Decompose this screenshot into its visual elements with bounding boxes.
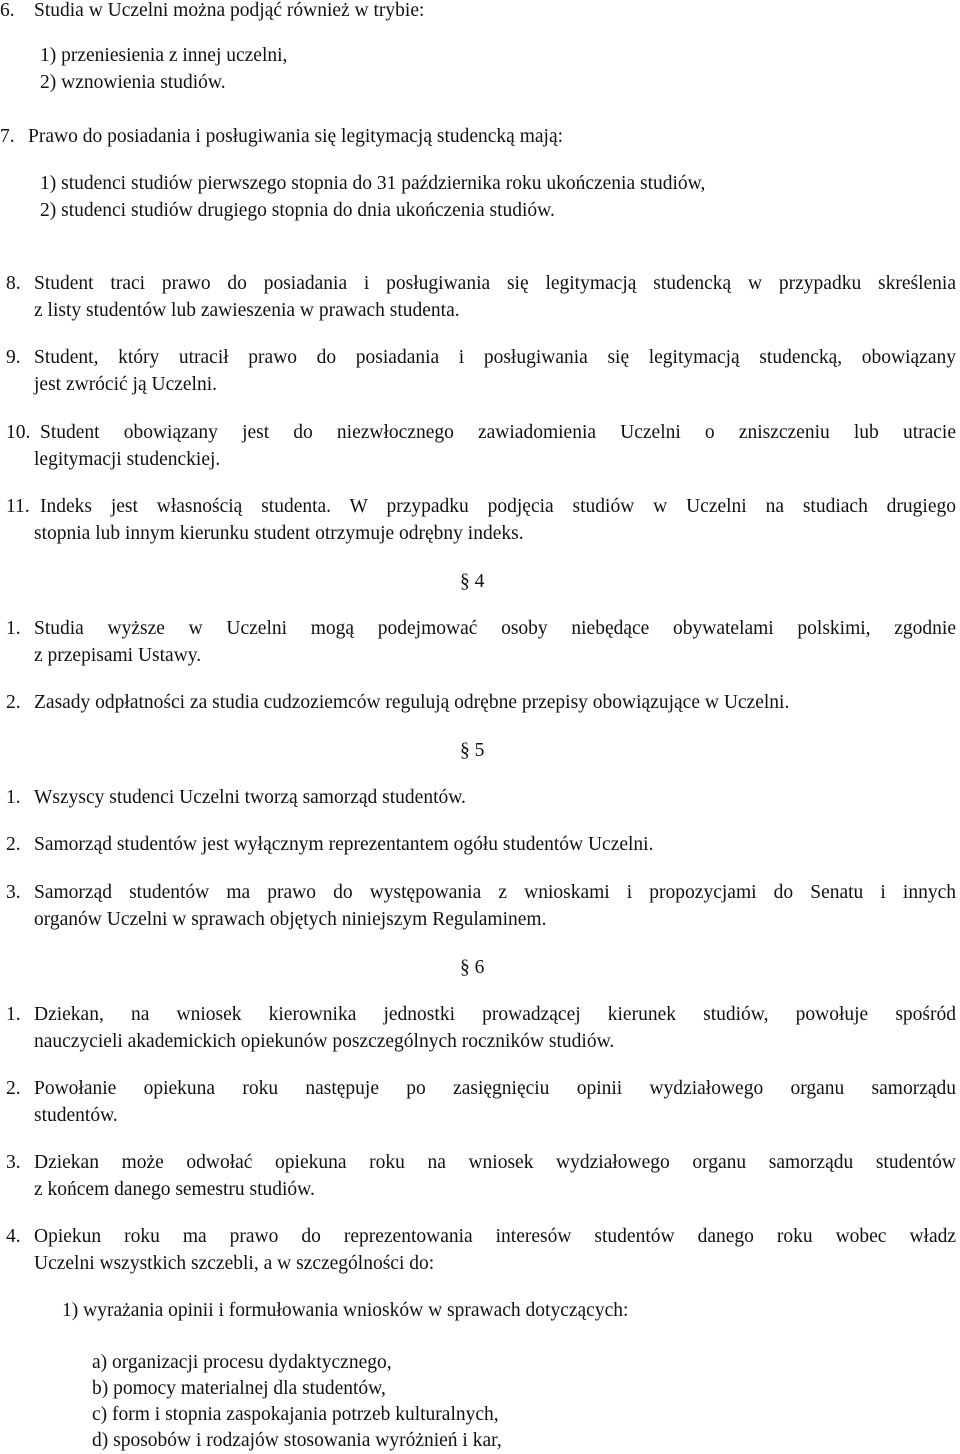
item-9-number: 9. [6, 347, 21, 368]
s4-p2-text: Zasady odpłatności za studia cudzoziemców regulują odrębne przepisy obowiązujące w Uczelni. [34, 692, 790, 713]
s6-p4-line-2: Uczelni wszystkich szczebli, a w szczególności do: [34, 1253, 435, 1274]
item-7-sub-1: 1) studenci studiów pierwszego stopnia do 31 października roku ukończenia studiów, [40, 173, 706, 194]
item-10-line-2: legitymacji studenckiej. [34, 449, 221, 470]
s6-p4-letter-c: c) form i stopnia zaspokajania potrzeb kulturalnych, [92, 1404, 499, 1425]
s6-p3-number: 3. [6, 1152, 21, 1173]
s5-p1-number: 1. [6, 787, 21, 808]
item-10-line-1: Student obowiązany jest do niezwłocznego zawiadomienia Uczelni o zniszczeniu lub utracie [40, 422, 956, 443]
section-4-heading: § 4 [460, 571, 485, 592]
s4-p1-number: 1. [6, 618, 21, 639]
s4-p1-line-2: z przepisami Ustawy. [34, 645, 202, 666]
s6-p4-letter-b: b) pomocy materialnej dla studentów, [92, 1378, 386, 1399]
s5-p2-text: Samorząd studentów jest wyłącznym reprezentantem ogółu studentów Uczelni. [34, 834, 654, 855]
item-8-line-1: Student traci prawo do posiadania i posługiwania się legitymacją studencką w przypadku skreślenia [34, 273, 956, 294]
s6-p3-line-1: Dziekan może odwołać opiekuna roku na wniosek wydziałowego organu samorządu studentów [34, 1152, 956, 1173]
s6-p1-number: 1. [6, 1004, 21, 1025]
s6-p2-line-2: studentów. [34, 1105, 118, 1126]
s5-p3-line-1: Samorząd studentów ma prawo do występowania z wnioskami i propozycjami do Senatu i innych [34, 882, 956, 903]
item-10-number: 10. [6, 422, 31, 443]
s5-p3-number: 3. [6, 882, 21, 903]
item-6-number: 6. [0, 0, 15, 21]
item-9-line-2: jest zwrócić ją Uczelni. [34, 374, 217, 395]
s6-p4-number: 4. [6, 1226, 21, 1247]
item-11-line-2: stopnia lub innym kierunku student otrzymuje odrębny indeks. [34, 523, 524, 544]
s6-p2-number: 2. [6, 1078, 21, 1099]
s6-p2-line-1: Powołanie opiekuna roku następuje po zasięgnięciu opinii wydziałowego organu samorządu [34, 1078, 956, 1099]
item-8-number: 8. [6, 273, 21, 294]
s6-p3-line-2: z końcem danego semestru studiów. [34, 1179, 315, 1200]
section-6-heading: § 6 [460, 957, 485, 978]
item-9-line-1: Student, który utracił prawo do posiadania i posługiwania się legitymacją studencką, obowiązany [34, 347, 956, 368]
item-7-text: Prawo do posiadania i posługiwania się legitymacją studencką mają: [28, 126, 564, 147]
s4-p2-number: 2. [6, 692, 21, 713]
s6-p1-line-2: nauczycieli akademickich opiekunów poszczególnych roczników studiów. [34, 1031, 615, 1052]
s5-p2-number: 2. [6, 834, 21, 855]
s6-p4-line-1: Opiekun roku ma prawo do reprezentowania interesów studentów danego roku wobec władz [34, 1226, 956, 1247]
item-6-sub-2: 2) wznowienia studiów. [40, 72, 226, 93]
s4-p1-line-1: Studia wyższe w Uczelni mogą podejmować osoby niebędące obywatelami polskimi, zgodnie [34, 618, 956, 639]
item-11-number: 11. [6, 496, 30, 517]
s6-p4-letter-a: a) organizacji procesu dydaktycznego, [92, 1352, 392, 1373]
item-11-line-1: Indeks jest własnością studenta. W przypadku podjęcia studiów w Uczelni na studiach drugiego [40, 496, 956, 517]
s6-p4-sub-1: 1) wyrażania opinii i formułowania wniosków w sprawach dotyczących: [62, 1300, 629, 1321]
section-5-heading: § 5 [460, 740, 485, 761]
item-8-line-2: z listy studentów lub zawieszenia w prawach studenta. [34, 300, 460, 321]
item-6-text: Studia w Uczelni można podjąć również w trybie: [34, 0, 425, 21]
s5-p1-text: Wszyscy studenci Uczelni tworzą samorząd studentów. [34, 787, 466, 808]
s5-p3-line-2: organów Uczelni w sprawach objętych niniejszym Regulaminem. [34, 909, 547, 930]
s6-p4-letter-d: d) sposobów i rodzajów stosowania wyróżnień i kar, [92, 1430, 502, 1451]
item-6-sub-1: 1) przeniesienia z innej uczelni, [40, 45, 288, 66]
s6-p1-line-1: Dziekan, na wniosek kierownika jednostki prowadzącej kierunek studiów, powołuje spośród [34, 1004, 956, 1025]
item-7-sub-2: 2) studenci studiów drugiego stopnia do dnia ukończenia studiów. [40, 200, 555, 221]
item-7-number: 7. [0, 126, 15, 147]
